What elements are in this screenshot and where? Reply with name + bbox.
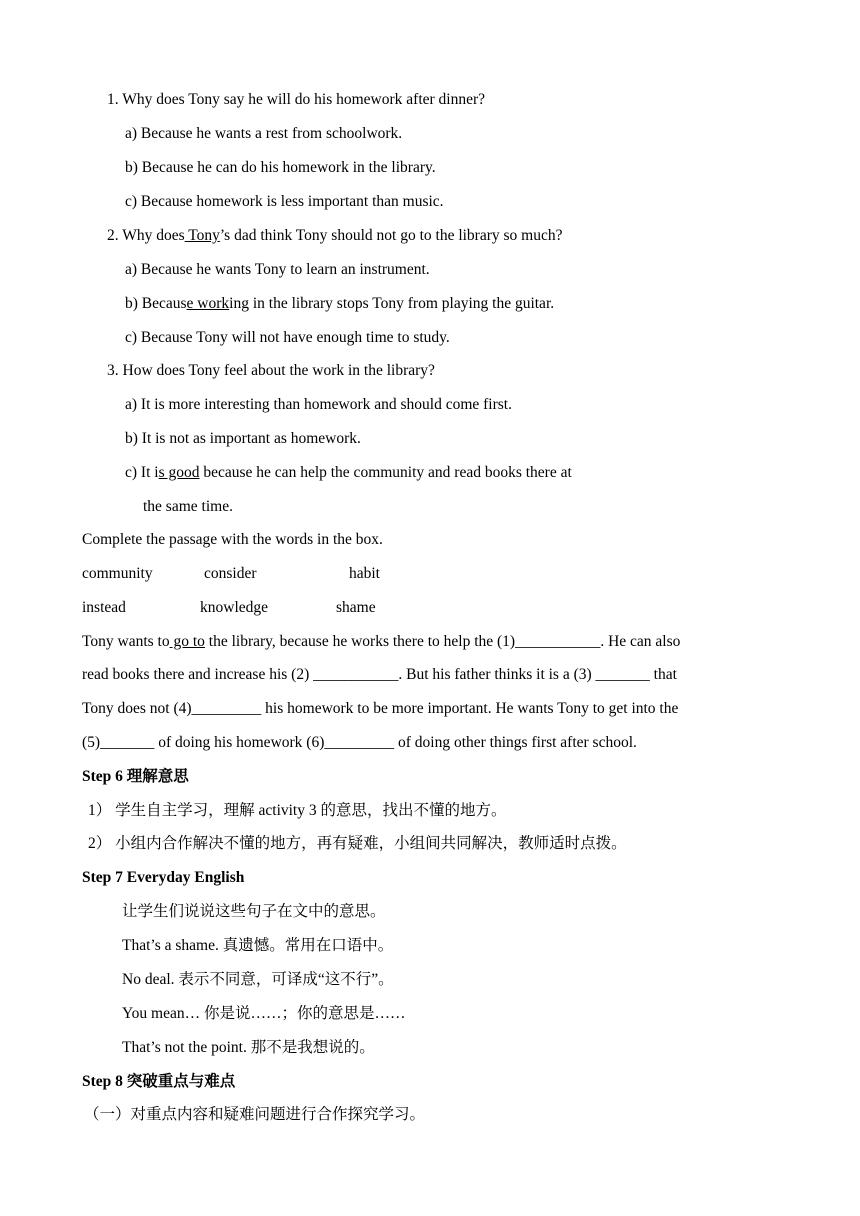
word-habit: habit <box>349 565 380 582</box>
question-3-option-c-continued: the same time. <box>143 498 233 515</box>
passage-line-3: Tony does not (4)_________ his homework to be more important. He wants Tony to get into the <box>82 700 679 717</box>
question-3-option-b: b) It is not as important as homework. <box>125 430 361 447</box>
question-2-option-c: c) Because Tony will not have enough time to study. <box>125 329 450 346</box>
word-knowledge: knowledge <box>200 599 269 616</box>
question-3-option-a: a) It is more interesting than homework and should come first. <box>125 396 512 413</box>
passage-line-4: (5)_______ of doing his homework (6)_________ of doing other things first after school. <box>82 734 637 751</box>
step-8-item-1: （一）对重点内容和疑难问题进行合作探究学习。 <box>84 1106 426 1123</box>
passage-line-1: Tony wants to go to the library, because he works there to help the (1)___________. He can also <box>82 633 681 650</box>
step-7-heading: Step 7 Everyday English <box>82 869 245 886</box>
word-instead: instead <box>82 599 126 616</box>
step-7-item-5: That’s not the point. 那不是我想说的。 <box>122 1039 375 1056</box>
question-2-option-b: b) Because working in the library stops Tony from playing the guitar. <box>125 295 555 312</box>
step-7-item-2: That’s a shame. 真遗憾。常用在口语中。 <box>122 937 394 954</box>
question-2-option-a: a) Because he wants Tony to learn an instrument. <box>125 261 430 278</box>
step-6-item-2: 2） 小组内合作解决不懂的地方，再有疑难，小组间共同解决，教师适时点拨。 <box>88 835 627 852</box>
question-1-option-a: a) Because he wants a rest from schoolwork. <box>125 125 403 142</box>
question-1-option-c: c) Because homework is less important than music. <box>125 193 444 210</box>
passage-line-2: read books there and increase his (2) ___________. But his father thinks it is a (3) _______ that <box>82 666 677 683</box>
question-2: 2. Why does Tony’s dad think Tony should not go to the library so much? <box>107 227 563 244</box>
word-consider: consider <box>204 565 257 582</box>
step-7-item-1: 让学生们说说这些句子在文中的意思。 <box>122 903 386 920</box>
step-8-heading: Step 8 突破重点与难点 <box>82 1073 236 1090</box>
step-6-item-1: 1） 学生自主学习，理解 activity 3 的意思，找出不懂的地方。 <box>88 802 507 819</box>
step-7-item-3: No deal. 表示不同意，可译成“这不行”。 <box>122 971 394 988</box>
question-1: 1. Why does Tony say he will do his homework after dinner? <box>107 91 486 108</box>
question-3-option-c: c) It is good because he can help the community and read books there at <box>125 464 572 481</box>
question-1-option-b: b) Because he can do his homework in the library. <box>125 159 436 176</box>
step-6-heading: Step 6 理解意思 <box>82 768 189 785</box>
word-community: community <box>82 565 153 582</box>
word-shame: shame <box>336 599 376 616</box>
question-3: 3. How does Tony feel about the work in the library? <box>107 362 435 379</box>
step-7-item-4: You mean… 你是说……；你的意思是…… <box>122 1005 406 1022</box>
passage-instruction: Complete the passage with the words in the box. <box>82 531 383 548</box>
